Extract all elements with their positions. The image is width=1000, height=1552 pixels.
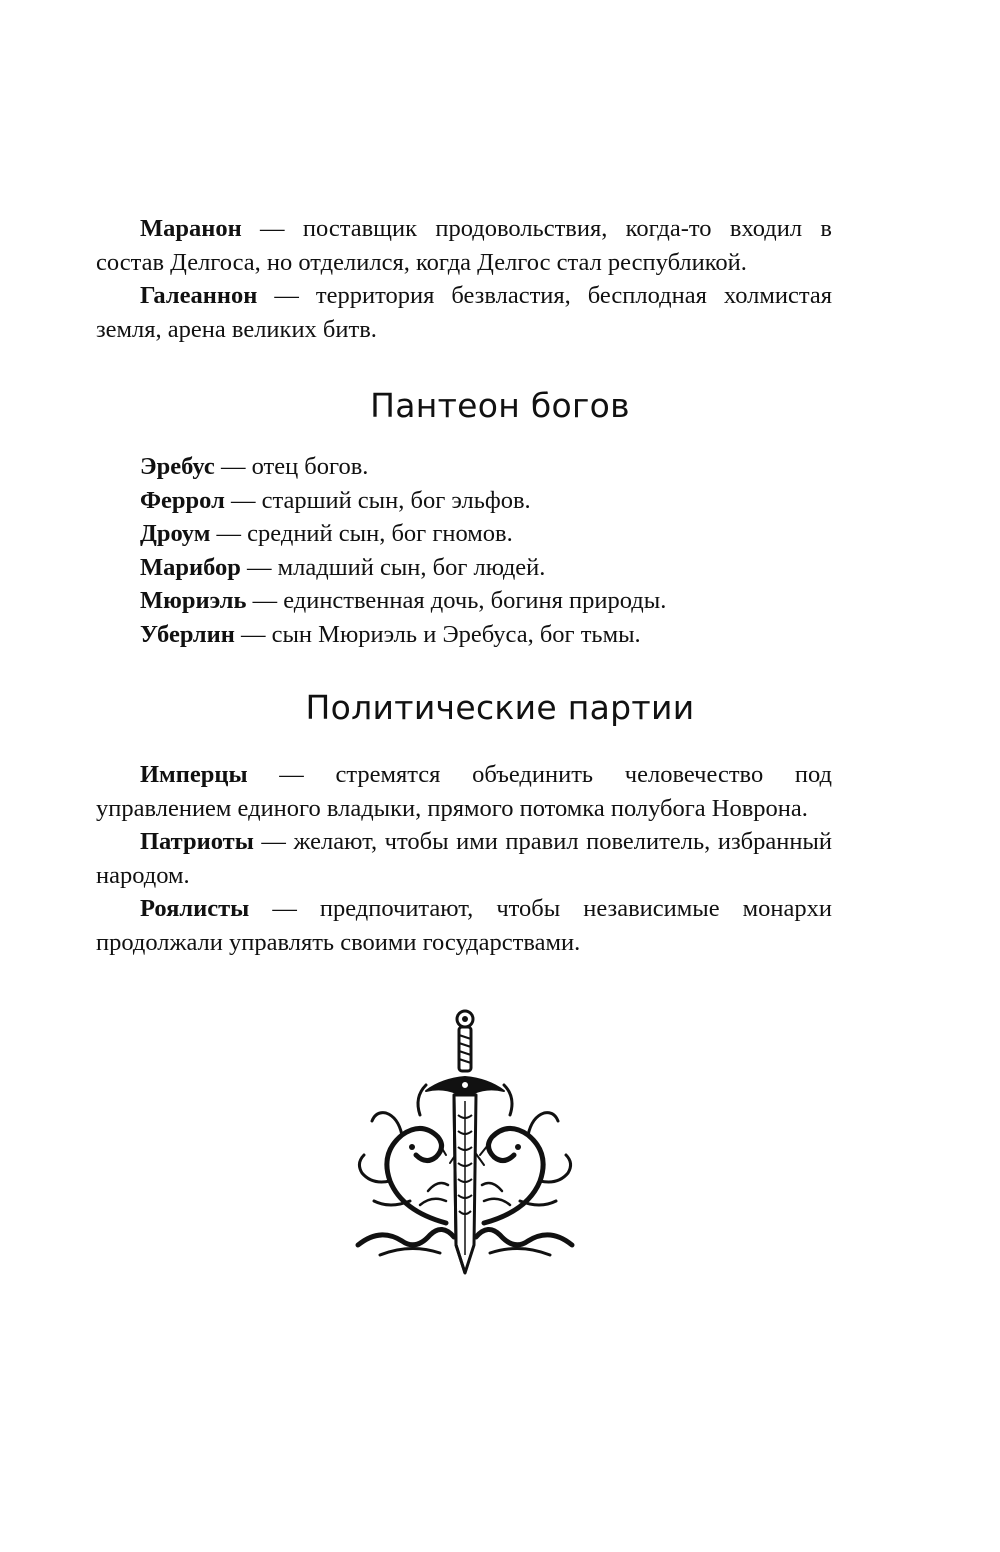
- god-name: Эребус: [140, 453, 215, 480]
- parties-section: [96, 758, 832, 959]
- god-description: младший сын, бог людей.: [277, 553, 546, 581]
- party-name: Имперцы: [140, 761, 248, 788]
- party-entry: Имперцы — стремятся объединить человечество под управлением единого владыки, прямого потомка полубога Новрона.: [96, 761, 832, 822]
- party-description: желают, чтобы ими правил повелитель, избранный народом.: [96, 828, 833, 889]
- god-description: сын Мюриэль и Эребуса, бог тьмы.: [271, 620, 641, 648]
- sword-emblem-icon: [350, 1005, 580, 1280]
- god-entry: Уберлин — сын Мюриэль и Эребуса, бог тьмы.: [140, 620, 641, 648]
- god-entry: Марибор — младший сын, бог людей.: [140, 553, 546, 581]
- pantheon-list: [96, 450, 832, 651]
- region-description: территория безвластия, бесплодная холмистая земля, арена великих битв.: [96, 282, 833, 343]
- god-description: средний сын, бог гномов.: [247, 520, 513, 547]
- party-description: стремятся объединить человечество под управлением единого владыки, прямого потомка полубога Новрона.: [96, 761, 832, 822]
- god-entry: Феррол — старший сын, бог эльфов.: [140, 486, 531, 514]
- party-name: Роялисты: [140, 895, 250, 922]
- regions-section: [96, 212, 832, 346]
- god-name: Уберлин: [140, 620, 235, 648]
- god-entry: Дроум — средний сын, бог гномов.: [140, 520, 513, 547]
- god-description: отец богов.: [251, 453, 369, 480]
- god-name: Мюриэль: [140, 587, 247, 614]
- pantheon-heading: Пантеон богов: [370, 386, 630, 425]
- party-name: Патриоты: [140, 828, 254, 855]
- region-name: Маранон: [140, 215, 242, 242]
- region-description: поставщик продовольствия, когда-то входил в состав Делгоса, но отделился, когда Делгос стал республикой.: [96, 215, 832, 276]
- party-entry: Патриоты — желают, чтобы ими правил повелитель, избранный народом.: [96, 828, 833, 889]
- god-name: Марибор: [140, 553, 241, 581]
- god-entry: Мюриэль — единственная дочь, богиня природы.: [140, 587, 667, 614]
- god-name: Дроум: [140, 520, 211, 547]
- region-entry: Галеаннон — территория безвластия, бесплодная холмистая земля, арена великих битв.: [96, 282, 833, 343]
- god-description: старший сын, бог эльфов.: [261, 486, 531, 514]
- god-description: единственная дочь, богиня природы.: [283, 587, 667, 614]
- party-description: предпочитают, чтобы независимые монархи продолжали управлять своими государствами.: [96, 895, 832, 956]
- region-name: Галеаннон: [140, 282, 258, 309]
- party-entry: Роялисты — предпочитают, чтобы независимые монархи продолжали управлять своими государствами.: [96, 895, 832, 956]
- region-entry: Маранон — поставщик продовольствия, когда-то входил в состав Делгоса, но отделился, когда Делгос стал республикой.: [96, 215, 832, 276]
- pantheon-section: [96, 450, 832, 651]
- parties-heading: Политические партии: [305, 688, 695, 727]
- god-name: Феррол: [140, 486, 225, 514]
- god-entry: Эребус — отец богов.: [140, 453, 369, 480]
